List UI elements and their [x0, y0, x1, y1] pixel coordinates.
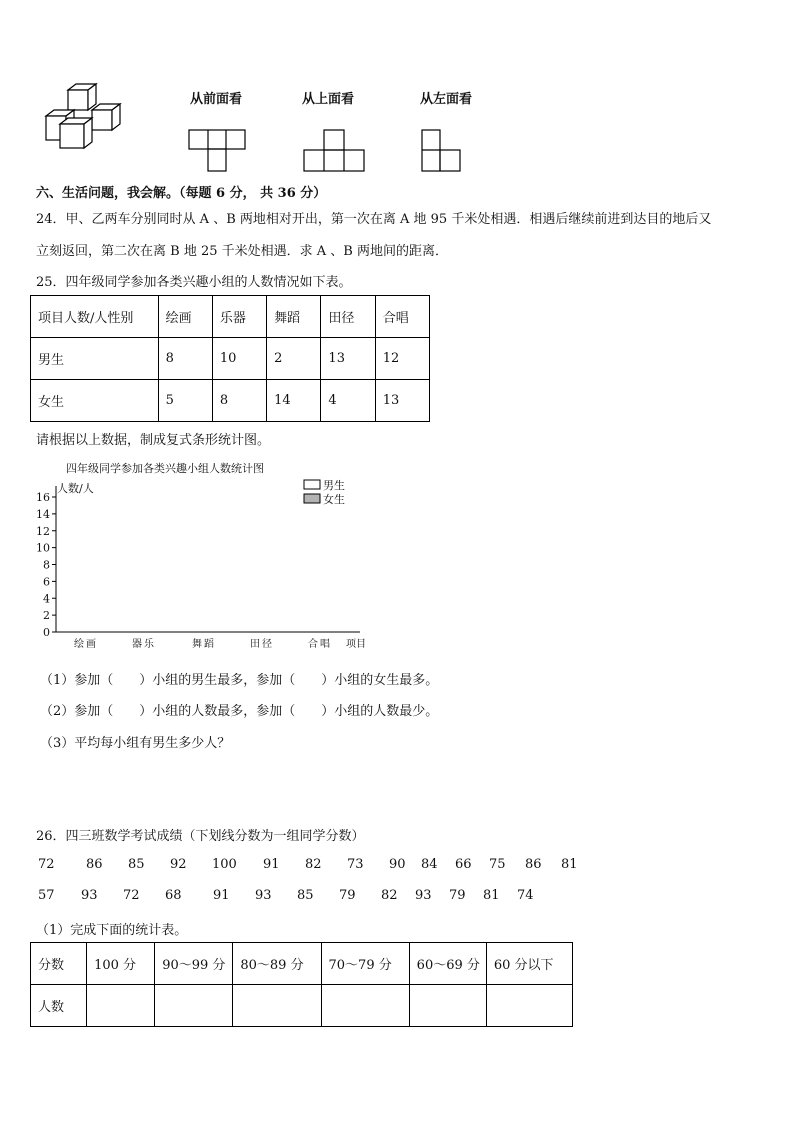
score: 86 [525, 857, 542, 872]
table-cell-blank[interactable] [233, 985, 321, 1027]
score: 81 [483, 888, 500, 903]
table-header-cell: 绘画 [158, 296, 212, 338]
table-cell: 人数 [31, 985, 87, 1027]
table-header-cell: 田径 [321, 296, 375, 338]
score: 75 [489, 857, 506, 872]
score: 85 [297, 888, 314, 903]
section-6-title: 六、生活问题，我会解。（每题 6 分， 共 36 分） [36, 186, 327, 201]
table-cell: 8 [212, 380, 266, 422]
table-cell-blank[interactable] [321, 985, 409, 1027]
table-cell: 女生 [31, 380, 159, 422]
y-tick-label: 2 [43, 609, 50, 623]
table-header-cell: 60～69 分 [409, 943, 486, 985]
table-cell-blank[interactable] [155, 985, 233, 1027]
score: 72 [123, 888, 140, 903]
score: 84 [421, 857, 438, 872]
table-cell: 8 [158, 338, 212, 380]
table-header-cell: 舞蹈 [267, 296, 321, 338]
q24-line-2: 立刻返回，第二次在离 B 地 25 千米处相遇．求 A 、B 两地间的距离． [36, 244, 448, 259]
legend-label: 女生 [323, 493, 345, 506]
score: 86 [86, 857, 103, 872]
legend-swatch [304, 494, 320, 503]
table-header-cell: 分数 [31, 943, 87, 985]
left-view-label: 从左面看 [420, 92, 473, 107]
chart-legend [304, 478, 345, 506]
score: 92 [170, 857, 187, 872]
table-header-cell: 80～89 分 [233, 943, 321, 985]
q25-sub-question-3: （3）平均每小组有男生多少人？ [40, 736, 231, 751]
front-view-label: 从前面看 [190, 92, 243, 107]
x-category-label: 田径 [250, 639, 274, 650]
q26-sub-question-1: （1）完成下面的统计表。 [36, 923, 188, 938]
table-header-cell: 合唱 [375, 296, 429, 338]
y-tick-label: 14 [36, 507, 50, 521]
table-cell-blank[interactable] [87, 985, 155, 1027]
score: 72 [38, 857, 55, 872]
table-header-cell: 70～79 分 [321, 943, 409, 985]
q26-scores-row-1 [38, 857, 587, 872]
score: 100 [212, 857, 237, 872]
chart-x-axis-label: 项目 [346, 639, 366, 650]
table-header-cell: 100 分 [87, 943, 155, 985]
q26-statistics-table [30, 942, 573, 1027]
table-header-cell: 60 分以下 [486, 943, 572, 985]
legend-label: 男生 [323, 479, 345, 492]
y-tick-label: 0 [43, 626, 50, 639]
score: 90 [389, 857, 406, 872]
legend-swatch [304, 480, 320, 489]
table-cell: 13 [375, 380, 429, 422]
y-tick-label: 8 [43, 558, 50, 572]
score: 74 [517, 888, 534, 903]
table-cell: 10 [212, 338, 266, 380]
chart-title: 四年级同学参加各类兴趣小组人数统计图 [66, 462, 264, 475]
y-tick-label: 6 [43, 575, 50, 589]
table-cell: 14 [267, 380, 321, 422]
chart-x-ticks [74, 637, 332, 650]
score: 91 [213, 888, 230, 903]
score: 73 [347, 857, 364, 872]
score: 82 [305, 857, 322, 872]
q25-instruction: 请根据以上数据，制成复式条形统计图。 [36, 433, 271, 448]
q26-intro: 26．四三班数学考试成绩（下划线分数为一组同学分数） [36, 829, 365, 844]
x-category-label: 绘画 [74, 639, 98, 650]
left-view-figure [420, 128, 466, 174]
table-cell: 男生 [31, 338, 159, 380]
x-category-label: 合唱 [308, 639, 332, 650]
cube-stack-figure [40, 82, 126, 154]
top-view-label: 从上面看 [302, 92, 355, 107]
score: 82 [381, 888, 398, 903]
q25-data-table [30, 295, 430, 422]
score: 79 [449, 888, 466, 903]
table-cell: 2 [267, 338, 321, 380]
top-view-figure [303, 128, 367, 174]
underlined-scores [38, 857, 238, 872]
table-cell-blank[interactable] [409, 985, 486, 1027]
score: 91 [263, 857, 280, 872]
score: 93 [255, 888, 272, 903]
table-cell: 12 [375, 338, 429, 380]
x-category-label: 器乐 [132, 639, 156, 650]
table-cell: 13 [321, 338, 375, 380]
q25-sub-question-2: （2）参加（ ）小组的人数最多，参加（ ）小组的人数最少。 [40, 704, 439, 719]
q25-intro: 25．四年级同学参加各类兴趣小组的人数情况如下表。 [36, 275, 352, 290]
y-tick-label: 12 [36, 524, 50, 538]
q25-sub-question-1: （1）参加（ ）小组的男生最多，参加（ ）小组的女生最多。 [40, 673, 439, 688]
score: 66 [455, 857, 472, 872]
table-cell: 4 [321, 380, 375, 422]
table-header-cell: 乐器 [212, 296, 266, 338]
q24-line-1: 24．甲、乙两车分别同时从 A 、B 两地相对开出，第一次在离 A 地 95 千米处相遇．相遇后继续前进到达目的地后又 [36, 212, 712, 227]
score: 81 [561, 857, 578, 872]
score: 85 [128, 857, 145, 872]
score: 93 [415, 888, 432, 903]
y-tick-label: 16 [36, 491, 50, 504]
chart-y-ticks [36, 491, 56, 639]
x-category-label: 舞蹈 [192, 639, 216, 650]
table-header-cell: 项目人数/人性别 [31, 296, 159, 338]
chart-y-axis-label: 人数/人 [57, 482, 94, 495]
y-tick-label: 4 [43, 592, 50, 606]
score: 57 [38, 888, 55, 903]
table-cell-blank[interactable] [486, 985, 572, 1027]
score: 93 [81, 888, 98, 903]
score: 79 [339, 888, 356, 903]
q26-scores-row-2 [38, 888, 543, 903]
score: 68 [165, 888, 182, 903]
y-tick-label: 10 [36, 541, 50, 555]
table-cell: 5 [158, 380, 212, 422]
table-header-cell: 90～99 分 [155, 943, 233, 985]
bar-chart-blank [30, 456, 390, 656]
front-view-figure [188, 128, 248, 174]
